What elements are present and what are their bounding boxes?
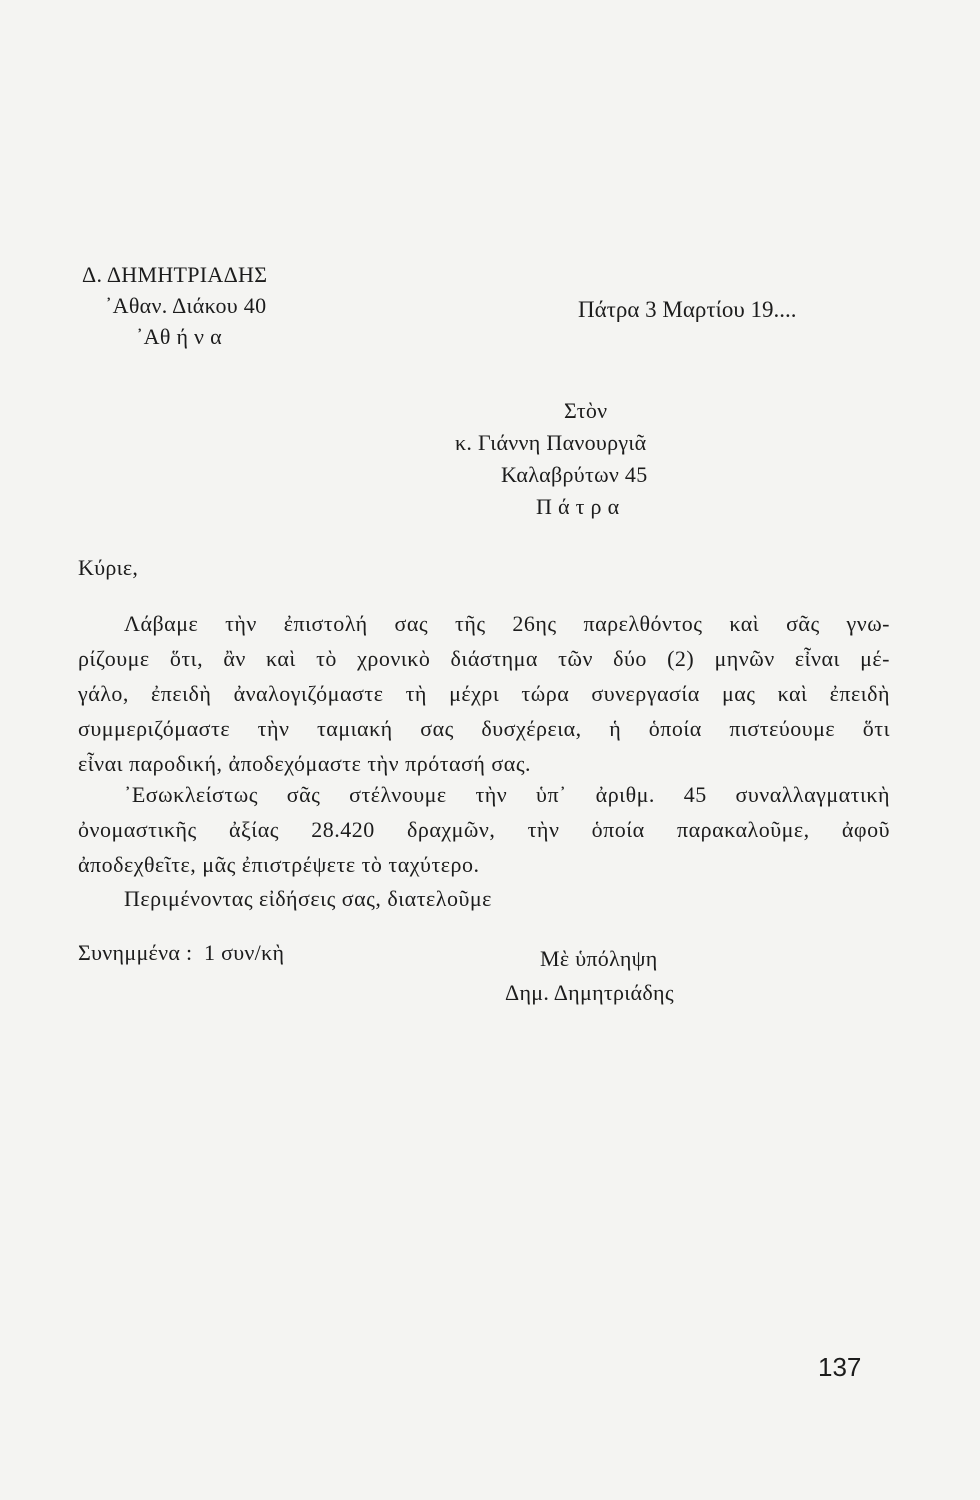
body-line: ὀνομαστικῆς ἀξίας 28.420 δραχμῶν, τὴν ὁποία παρακαλοῦμε, ἀφοῦ — [78, 817, 890, 842]
salutation: Κύριε, — [78, 555, 139, 580]
body-line: Περιμένοντας εἰδήσεις σας, διατελοῦμε — [124, 886, 492, 911]
recipient-city: Π ά τ ρ α — [536, 494, 620, 519]
body-paragraph-2 — [78, 777, 890, 882]
body-paragraph-3 — [78, 881, 890, 916]
body-line: συμμεριζόμαστε τὴν ταμιακή σας δυσχέρεια, ἡ ὁποία πιστεύουμε ὅτι — [78, 716, 890, 741]
enclosures-note: Συνημμένα : 1 συν/κὴ — [78, 940, 285, 965]
closing-regards: Μὲ ὑπόληψη — [540, 946, 658, 971]
body-line: εἶναι παροδική, ἀποδεχόμαστε τὴν πρότασή σας. — [78, 751, 532, 776]
sender-name: Δ. ΔΗΜΗΤΡΙΑΔΗΣ — [82, 262, 268, 287]
sender-street: ᾿Αθαν. Διάκου 40 — [105, 293, 267, 318]
sender-city: ᾿Αθ ή ν α — [136, 324, 222, 349]
body-line: ἀποδεχθεῖτε, μᾶς ἐπιστρέψετε τὸ ταχύτερο. — [78, 852, 480, 877]
page-number: 137 — [818, 1352, 862, 1382]
signature: Δημ. Δημητριάδης — [505, 980, 674, 1005]
body-line: γάλο, ἐπειδὴ ἀναλογιζόμαστε τὴ μέχρι τώρα συνεργασία μας καὶ ἐπειδὴ — [78, 681, 890, 706]
body-line: ᾿Εσωκλείστως σᾶς στέλνουμε τὴν ὑπ᾿ ἀριθμ. 45 συναλλαγματικὴ — [124, 782, 890, 807]
recipient-to: Στὸν — [564, 398, 608, 423]
body-line: ρίζουμε ὅτι, ἂν καὶ τὸ χρονικὸ διάστημα τῶν δύο (2) μηνῶν εἶναι μέ- — [78, 646, 890, 671]
recipient-name: κ. Γιάννη Πανουργιᾶ — [455, 430, 647, 455]
letter-date: Πάτρα 3 Μαρτίου 19.... — [578, 297, 797, 322]
body-line: Λάβαμε τὴν ἐπιστολή σας τῆς 26ης παρελθόντος καὶ σᾶς γνω- — [124, 611, 890, 636]
recipient-street: Καλαβρύτων 45 — [501, 462, 648, 487]
body-paragraph-1 — [78, 606, 890, 781]
